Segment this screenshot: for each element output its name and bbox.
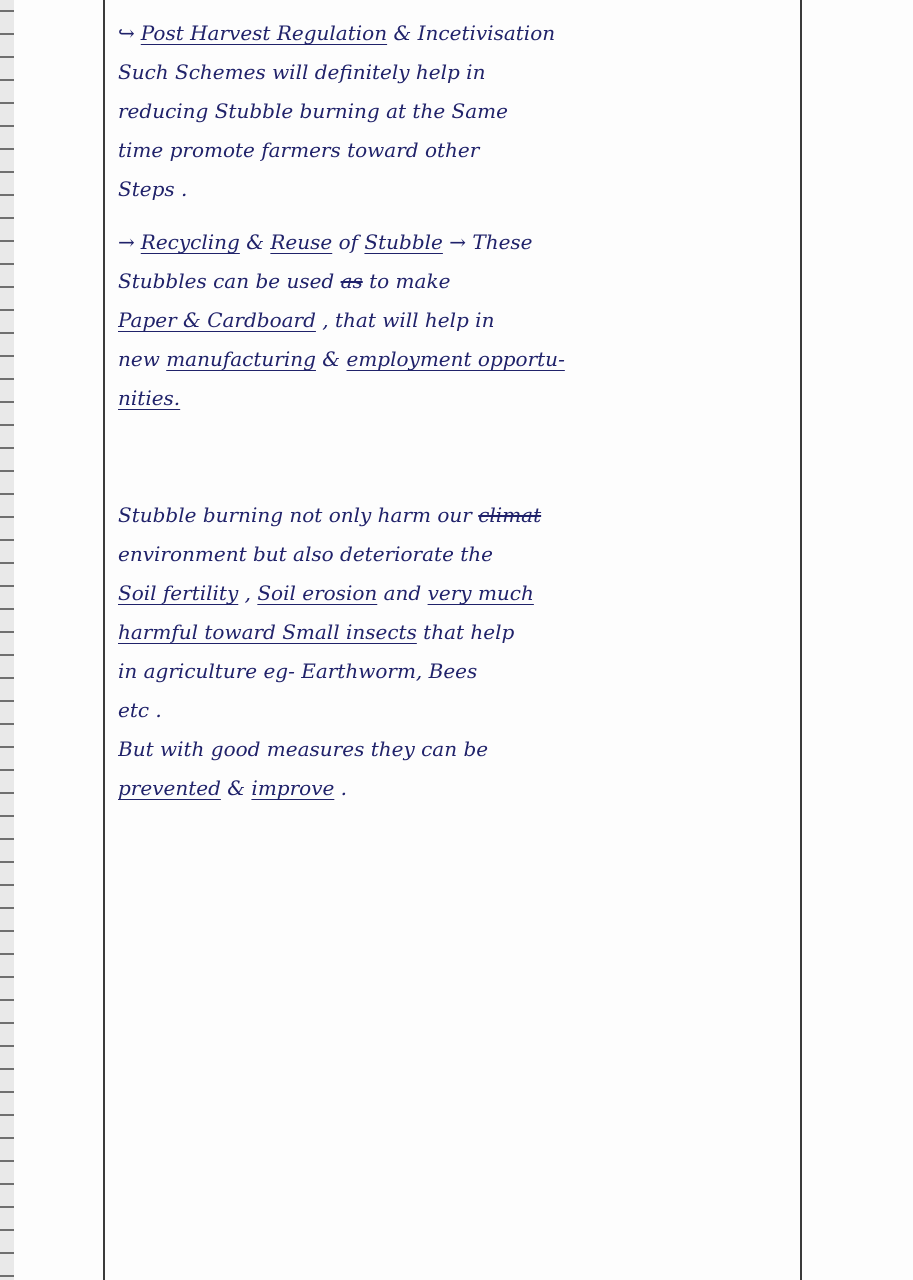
text-line: time promote farmers toward other [118, 138, 480, 162]
section-conclusion [118, 496, 794, 808]
text-segment: , that will help in [315, 308, 495, 332]
struck-word: climat [478, 503, 542, 527]
text-line: environment but also deteriorate the [118, 542, 494, 566]
left-margin-line [103, 0, 105, 1280]
heading-recycling: Recycling [140, 230, 240, 254]
underlined-phrase: harmful toward Small insects [118, 620, 417, 644]
text-line [118, 301, 794, 340]
underlined-phrase: Paper & Cardboard [118, 308, 316, 332]
underlined-phrase: employment opportu- [346, 347, 565, 371]
text-line [118, 769, 794, 808]
underlined-phrase: Soil fertility [118, 581, 239, 605]
text-segment: Stubble burning not only harm our [118, 503, 479, 527]
right-margin-line [800, 0, 802, 1280]
text-line: Such Schemes will definitely help in [118, 60, 486, 84]
underlined-phrase: manufacturing [166, 347, 316, 371]
text-segment: to make [362, 269, 451, 293]
text-line: in agriculture eg- Earthworm, Bees [118, 659, 478, 683]
section-recycling [118, 223, 794, 418]
arrow-icon: ↪ [118, 21, 135, 45]
heading-rest: Incetivisation [417, 21, 556, 45]
section-heading [118, 14, 794, 53]
text-line [118, 613, 794, 652]
text-line: Steps . [118, 177, 188, 201]
section-post-harvest [118, 14, 794, 209]
text-segment: & [220, 776, 252, 800]
underlined-phrase: very much [427, 581, 534, 605]
spiral-binding [0, 0, 14, 1280]
heading-underlined: Post Harvest Regulation [140, 21, 388, 45]
text-line [118, 262, 794, 301]
text-segment: . [334, 776, 348, 800]
underlined-phrase: nities. [118, 386, 181, 410]
text-line: etc . [118, 698, 162, 722]
underlined-phrase: improve [251, 776, 335, 800]
heading-tail: → These [442, 230, 533, 254]
heading-amp: & [387, 21, 418, 45]
struck-word: as [340, 269, 363, 293]
text-segment: new [118, 347, 167, 371]
section-heading [118, 223, 794, 262]
text-line: reducing Stubble burning at the Same [118, 99, 508, 123]
underlined-phrase: prevented [118, 776, 221, 800]
heading-stubble: Stubble [364, 230, 443, 254]
underlined-phrase: Soil erosion [257, 581, 378, 605]
heading-of: of [332, 230, 365, 254]
text-segment: Stubbles can be used [118, 269, 341, 293]
text-line [118, 496, 794, 535]
text-line: But with good measures they can be [118, 737, 489, 761]
spacer [118, 418, 794, 496]
heading-reuse: Reuse [270, 230, 333, 254]
text-segment: that help [416, 620, 515, 644]
heading-amp: & [239, 230, 271, 254]
text-line [118, 340, 794, 379]
text-segment: & [315, 347, 347, 371]
spacer [118, 209, 794, 223]
arrow-icon: → [118, 230, 135, 254]
text-line [118, 379, 794, 418]
text-segment: , [238, 581, 258, 605]
text-line [118, 574, 794, 613]
text-segment: and [377, 581, 428, 605]
handwritten-notes [118, 14, 794, 808]
